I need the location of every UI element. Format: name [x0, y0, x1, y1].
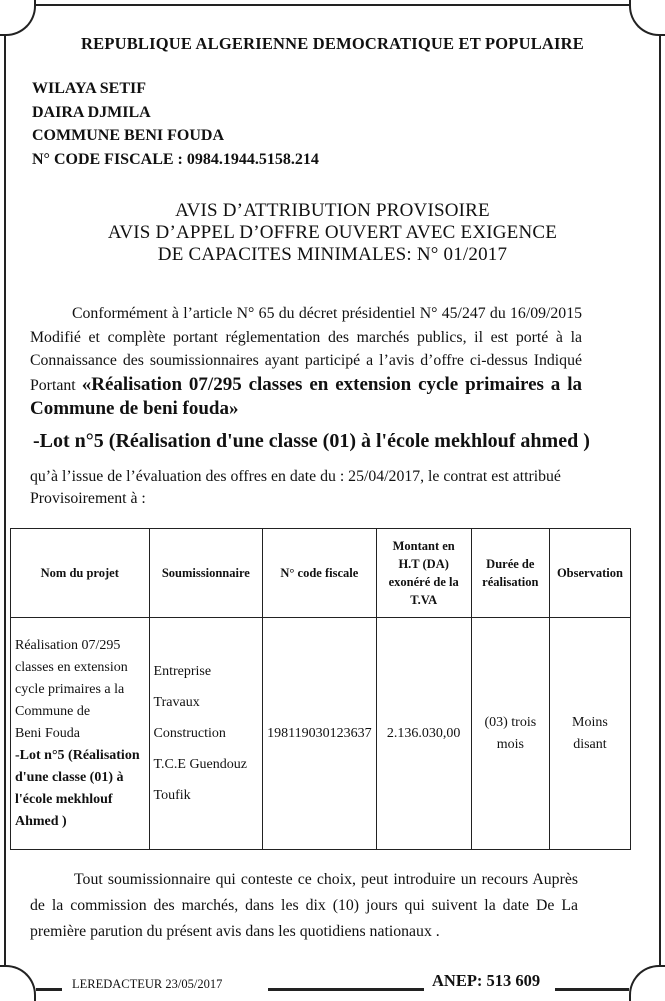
header-montant-line: exonéré de la: [388, 575, 459, 589]
projet-line: Beni Fouda: [15, 725, 80, 741]
project-title: «Réalisation 07/295 classes en extension cycle primaires a la Commune de beni fouda»: [30, 373, 582, 419]
notice-title-line: AVIS D’APPEL D’OFFRE OUVERT AVEC EXIGENCE: [107, 222, 558, 243]
frame-border-right: [659, 36, 661, 965]
frame-border-top: [36, 4, 629, 6]
soumissionnaire-line: T.C.E Guendouz: [153, 757, 247, 772]
soumissionnaire-line: Entreprise: [153, 664, 212, 679]
header-observation: Observation: [549, 529, 630, 618]
projet-lot-line: -Lot n°5 (Réalisation: [15, 747, 140, 763]
lot-line: -Lot n°5 (Réalisation d'une classe (01) à l'école mekhlouf ahmed ): [33, 430, 590, 452]
soumissionnaire-line: Toufik: [153, 788, 191, 803]
administrative-block: [32, 77, 319, 171]
code-fiscale-line: N° CODE FISCALE : 0984.1944.5158.214: [32, 150, 319, 168]
frame-corner-bottom-right: [629, 965, 665, 1001]
projet-lot-line: Ahmed ): [15, 813, 67, 829]
notice-title-line: DE CAPACITES MINIMALES: N° 01/2017: [157, 244, 508, 265]
evaluation-paragraph: qu’à l’issue de l’évaluation des offres en date du : 25/04/2017, le contrat est attribué Provisoirement à :: [30, 468, 561, 507]
projet-line: classes en extension: [15, 659, 128, 675]
header-duree-line: réalisation: [482, 575, 539, 589]
body-paragraph-text: Conformément à l’article N° 65 du décret présidentiel N° 45/247 du 16/09/2015 Modifié et complète portant réglementation des marchés publics, il est porté à la Connaissance des soumissionnaires ayant participé a l’avis d’offre ci-dessus Indiqué Portant: [30, 305, 582, 394]
cell-duree: [471, 618, 549, 850]
wilaya-line: WILAYA SETIF: [32, 80, 146, 97]
observation-line: disant: [573, 736, 607, 752]
projet-line: cycle primaires a la: [15, 681, 125, 697]
projet-lot-line: d'une classe (01) à: [15, 769, 124, 785]
notice-title-line: AVIS D’ATTRIBUTION PROVISOIRE: [175, 200, 490, 221]
frame-border-bottom: [36, 988, 62, 991]
header-montant-line: Montant en: [392, 539, 455, 553]
recours-paragraph: Tout soumissionnaire qui conteste ce choix, peut introduire un recours Auprès de la commission des marchés, dans les dix (10) jours qui suivent la date De La première parution du présent avis dans les quotidiens nationaux .: [30, 871, 578, 940]
projet-lot-line: l'école mekhlouf: [15, 791, 113, 807]
header-montant: [376, 529, 471, 618]
soumissionnaire-line: Construction: [153, 726, 226, 741]
frame-border-left: [4, 36, 6, 965]
commune-line: COMMUNE BENI FOUDA: [32, 127, 224, 144]
redacteur-footer: LEREDACTEUR 23/05/2017: [72, 977, 223, 991]
cell-observation: [549, 618, 630, 850]
frame-corner-top-right: [629, 0, 665, 36]
projet-line: Commune de: [15, 703, 91, 719]
frame-corner-top-left: [0, 0, 36, 36]
duree-line: mois: [496, 736, 524, 752]
republic-heading: REPUBLIQUE ALGERIENNE DEMOCRATIQUE ET POPULAIRE: [81, 34, 584, 53]
header-duree-line: Durée de: [486, 557, 535, 571]
notice-title: [0, 200, 665, 266]
header-soumissionnaire: Soumissionnaire: [149, 529, 263, 618]
duree-line: (03) trois: [484, 714, 537, 730]
anep-reference: ANEP: 513 609: [432, 971, 541, 990]
table-header-row: [11, 529, 631, 618]
frame-border-bottom: [268, 988, 424, 991]
body-paragraph: [30, 302, 582, 422]
cell-montant: 2.136.030,00: [376, 618, 471, 850]
header-code-fiscale: N° code fiscale: [263, 529, 376, 618]
daira-line: DAIRA DJMILA: [32, 103, 151, 121]
header-duree: [471, 529, 549, 618]
cell-code-fiscale: 198119030123637: [263, 618, 376, 850]
header-nom-projet: Nom du projet: [11, 529, 150, 618]
frame-corner-bottom-left: [0, 965, 36, 1001]
projet-line: Réalisation 07/295: [15, 637, 121, 653]
frame-border-bottom: [555, 988, 629, 991]
soumissionnaire-line: Travaux: [153, 695, 200, 710]
header-montant-line: T.VA: [410, 593, 438, 607]
observation-line: Moins: [572, 714, 608, 730]
header-montant-line: H.T (DA): [398, 557, 449, 571]
attribution-table: [10, 528, 631, 850]
cell-soumissionnaire: [149, 618, 263, 850]
cell-nom-projet: [11, 618, 150, 850]
table-row: [11, 618, 631, 850]
